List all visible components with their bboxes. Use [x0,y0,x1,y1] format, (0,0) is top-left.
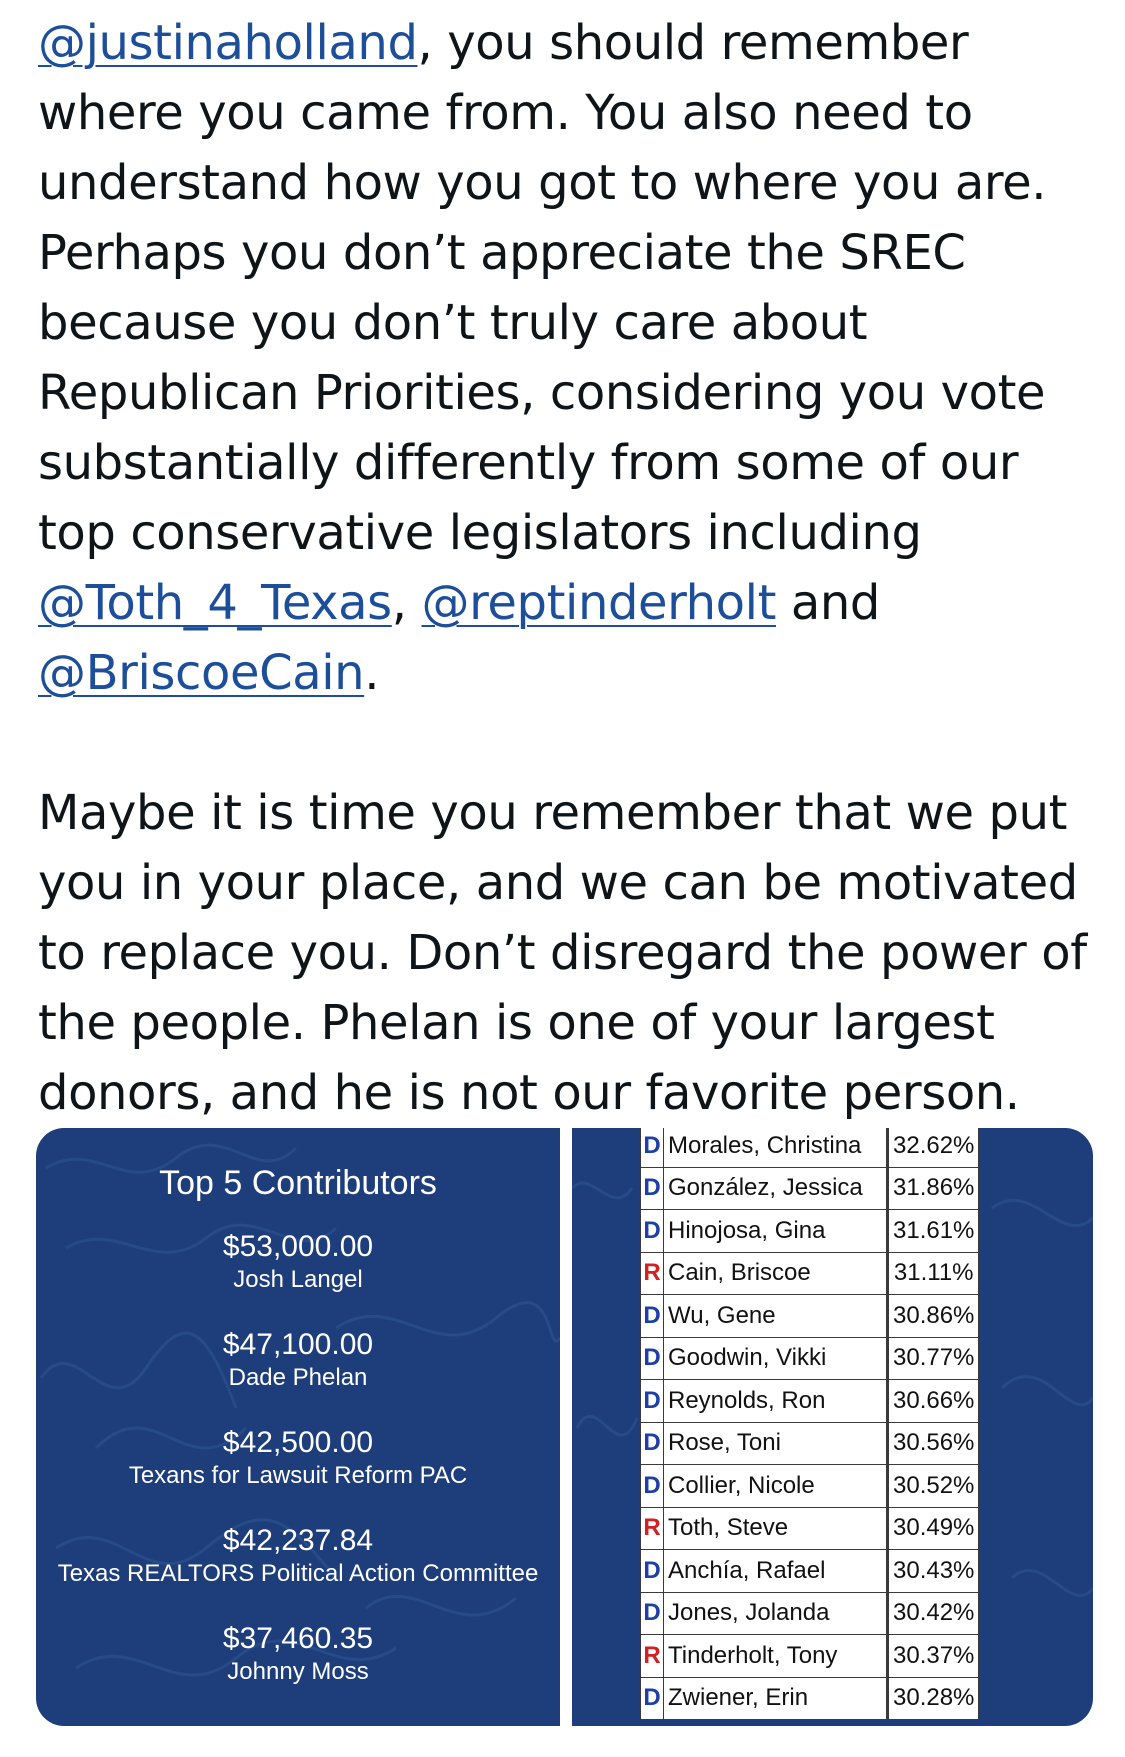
party-cell: D [641,1380,664,1423]
legislator-name-cell: Jones, Jolanda [664,1592,888,1635]
legislator-name-cell: Reynolds, Ron [664,1380,888,1423]
table-row [641,1295,979,1338]
legislator-name-cell: Goodwin, Vikki [664,1337,888,1380]
table-row [641,1592,979,1635]
mention-briscoecain[interactable]: @BriscoeCain [38,645,365,701]
tweet-text-segment: , [391,575,422,631]
mention-justinaholland[interactable]: @justinaholland [38,15,418,71]
table-row [641,1677,979,1720]
legislator-name-cell: Wu, Gene [664,1295,888,1338]
tweet-media[interactable] [36,1128,1093,1726]
voting-table-image[interactable] [572,1128,1093,1726]
tweet-paragraph-2: Maybe it is time you remember that we put you in your place, and we can be motivated to replace you. Don’t disregard the power of the people. Phelan is one of your largest donors, and he is not our favorite person. [38,785,1087,1121]
party-cell: R [641,1507,664,1550]
tweet-text-segment: . [364,645,380,701]
contributor-amount: $53,000.00 [222,1230,374,1263]
percentage-cell: 30.86% [888,1295,979,1338]
legislator-name-cell: Hinojosa, Gina [664,1210,888,1253]
contributor-item [36,1524,560,1590]
table-row [641,1550,979,1593]
legislator-name-cell: Tinderholt, Tony [664,1635,888,1678]
percentage-cell: 32.62% [888,1128,979,1167]
party-cell: R [641,1252,664,1295]
contributor-item [36,1328,560,1394]
mention-toth-4-texas[interactable]: @Toth_4_Texas [38,575,392,631]
party-cell: D [641,1677,664,1720]
table-row [641,1507,979,1550]
tweet-paragraph-1 [38,8,1098,708]
legislator-name-cell: González, Jessica [664,1167,888,1210]
legislator-name-cell: Zwiener, Erin [664,1677,888,1720]
table-row [641,1167,979,1210]
party-cell: R [641,1635,664,1678]
contributor-item [36,1622,560,1688]
percentage-cell: 30.49% [888,1507,979,1550]
party-cell: D [641,1465,664,1508]
table-row [641,1337,979,1380]
legislator-name-cell: Toth, Steve [664,1507,888,1550]
percentage-cell: 30.37% [888,1635,979,1678]
table-row [641,1380,979,1423]
contributor-amount: $42,237.84 [222,1524,374,1557]
percentage-cell: 30.42% [888,1592,979,1635]
contributor-item [36,1230,560,1296]
mention-reptinderholt[interactable]: @reptinderholt [421,575,777,631]
party-cell: D [641,1167,664,1210]
party-cell: D [641,1550,664,1593]
percentage-cell: 30.56% [888,1422,979,1465]
party-cell: D [641,1210,664,1253]
contributor-amount: $37,460.35 [222,1622,374,1655]
party-cell: D [641,1422,664,1465]
voting-percentage-table [640,1128,979,1720]
contributor-name: Texans for Lawsuit Reform PAC [128,1462,468,1489]
tweet-text-segment: , you should remember where you came from. You also need to understand how you got to where you are. Perhaps you don’t appreciate the SREC because you don’t truly care about Republican Priorities, considering you vote substantially differently from some of our top conservative legislators including [38,15,1047,561]
table-row [641,1465,979,1508]
tweet-text-segment: and [776,575,880,631]
legislator-name-cell: Collier, Nicole [664,1465,888,1508]
contributor-name: Dade Phelan [228,1364,368,1391]
contributor-amount: $42,500.00 [222,1426,374,1459]
contributors-title: Top 5 Contributors [159,1164,437,1202]
percentage-cell: 30.77% [888,1337,979,1380]
percentage-cell: 31.11% [888,1252,979,1295]
table-row [641,1635,979,1678]
tweet-text [38,8,1098,1128]
legislator-name-cell: Morales, Christina [664,1128,888,1167]
legislator-name-cell: Rose, Toni [664,1422,888,1465]
table-row [641,1422,979,1465]
table-row [641,1128,979,1167]
percentage-cell: 30.52% [888,1465,979,1508]
contributor-name: Johnny Moss [227,1658,369,1685]
legislator-name-cell: Cain, Briscoe [664,1252,888,1295]
percentage-cell: 31.86% [888,1167,979,1210]
percentage-cell: 30.43% [888,1550,979,1593]
table-row [641,1252,979,1295]
table-row [641,1210,979,1253]
percentage-cell: 31.61% [888,1210,979,1253]
contributors-image[interactable] [36,1128,560,1726]
party-cell: D [641,1337,664,1380]
contributor-amount: $47,100.00 [222,1328,374,1361]
party-cell: D [641,1128,664,1167]
contributor-item [36,1426,560,1492]
party-cell: D [641,1295,664,1338]
contributor-name: Texas REALTORS Political Action Committee [57,1560,539,1587]
percentage-cell: 30.66% [888,1380,979,1423]
party-cell: D [641,1592,664,1635]
legislator-name-cell: Anchía, Rafael [664,1550,888,1593]
percentage-cell: 30.28% [888,1677,979,1720]
contributor-name: Josh Langel [233,1266,363,1293]
